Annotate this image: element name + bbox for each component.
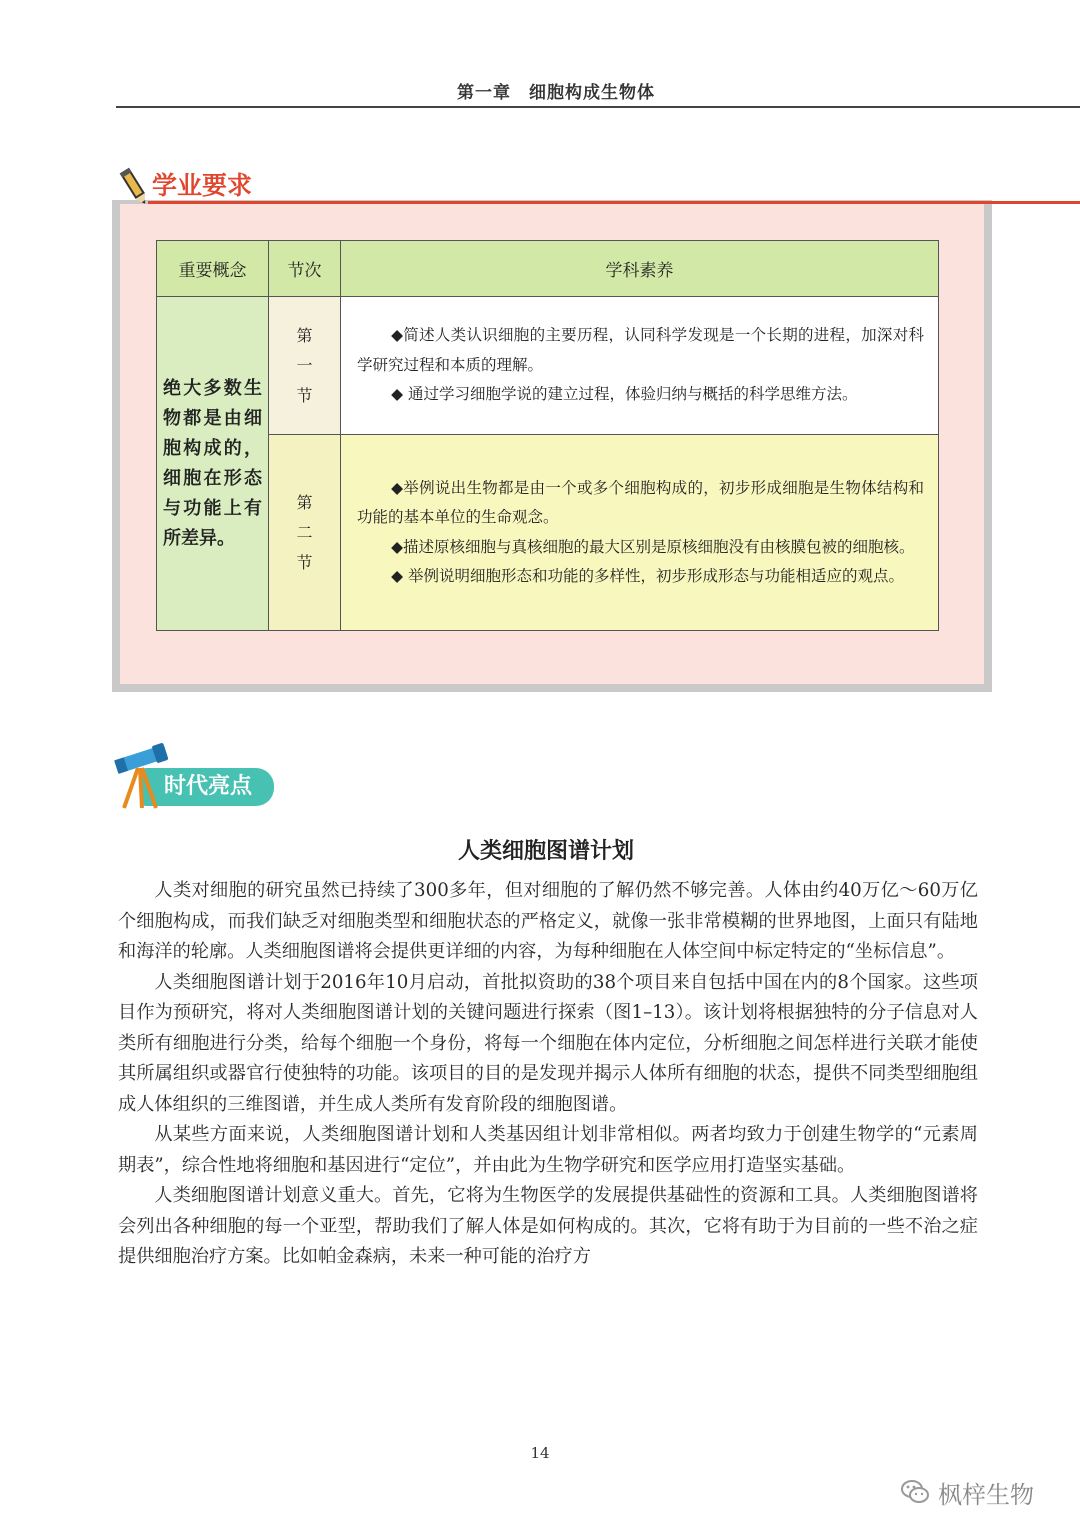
literacy-item: ◆ 通过学习细胞学说的建立过程，体验归纳与概括的科学思维方法。 (391, 385, 858, 404)
pencil-icon (116, 166, 152, 208)
requirements-title: 学业要求 (152, 171, 253, 200)
concept-cell: 绝大多数生物都是由细胞构成的，细胞在形态与功能上有所差异。 (157, 297, 269, 631)
section-2-char: 二 (296, 522, 313, 542)
article-paragraph: 人类对细胞的研究虽然已持续了300多年，但对细胞的了解仍然不够完善。人体由约40万亿～60万亿个细胞构成，而我们缺乏对细胞类型和细胞状态的严格定义，就像一张非常模糊的世界地图，上面只有陆地和海洋的轮廓。人类细胞图谱将会提供更详细的内容，为每种细胞在人体空间中标定特定的“坐标信息”。 (118, 880, 978, 962)
section-1-char: 第 (296, 325, 313, 345)
table-row (157, 435, 939, 631)
section-1-cell (269, 297, 341, 435)
highlight-badge: 时代亮点 (142, 768, 274, 806)
table-row (157, 297, 939, 435)
section-2-literacy (341, 435, 939, 631)
article-body (118, 876, 978, 1273)
literacy-item: ◆描述原核细胞与真核细胞的最大区别是原核细胞没有由核膜包被的细胞核。 (391, 537, 915, 556)
section-1-char: 节 (296, 385, 313, 405)
header-concept: 重要概念 (157, 241, 269, 297)
wechat-icon (900, 1478, 930, 1506)
requirements-underline (148, 201, 1080, 204)
literacy-item: ◆ 举例说明细胞形态和功能的多样性，初步形成形态与功能相适应的观点。 (391, 567, 904, 585)
article-title: 人类细胞图谱计划 (457, 839, 634, 864)
chapter-title: 第一章 细胞构成生物体 (457, 83, 655, 103)
watermark-text: 枫梓生物 (938, 1480, 1034, 1509)
telescope-icon (112, 742, 172, 810)
table-header-row (157, 241, 939, 297)
requirements-table (156, 240, 939, 631)
header-section: 节次 (269, 241, 341, 297)
chapter-header (116, 72, 1080, 108)
requirements-heading (112, 160, 992, 204)
section-2-cell (269, 435, 341, 631)
article-paragraph: 人类细胞图谱计划意义重大。首先，它将为生物医学的发展提供基础性的资源和工具。人类细胞图谱将会列出各种细胞的每一个亚型，帮助我们了解人体是如何构成的。其次，它将有助于为目前的一些不治之症提供细胞治疗方案。比如帕金森病，未来一种可能的治疗方 (118, 1185, 978, 1267)
article-paragraph: 人类细胞图谱计划于2016年10月启动，首批拟资助的38个项目来自包括中国在内的8个国家。这些项目作为预研究，将对人类细胞图谱计划的关键问题进行探索（图1–13）。该计划将根据独特的分子信息对人类所有细胞进行分类，给每个细胞一个身份，将每一个细胞在体内定位，分析细胞之间怎样进行关联才能使其所属组织或器官行使独特的功能。该项目的目的是发现并揭示人体所有细胞的状态，提供不同类型细胞组成人体组织的三维图谱，并生成人类所有发育阶段的细胞图谱。 (118, 971, 978, 1115)
literacy-item: ◆简述人类认识细胞的主要历程，认同科学发现是一个长期的进程，加深对科学研究过程和本质的理解。 (357, 326, 924, 374)
article-paragraph: 从某些方面来说，人类细胞图谱计划和人类基因组计划非常相似。两者均致力于创建生物学的“元素周期表”，综合性地将细胞和基因进行“定位”，并由此为生物学研究和医学应用打造坚实基础。 (118, 1124, 978, 1176)
watermark (900, 1472, 1034, 1512)
header-literacy: 学科素养 (341, 241, 939, 297)
section-2-char: 节 (296, 552, 313, 572)
highlight-heading (112, 742, 282, 812)
section-1-literacy (341, 297, 939, 435)
section-1-char: 一 (296, 355, 313, 375)
page-number: 14 (530, 1444, 550, 1462)
section-2-char: 第 (296, 492, 313, 512)
literacy-item: ◆举例说出生物都是由一个或多个细胞构成的，初步形成细胞是生物体结构和功能的基本单位的生命观念。 (357, 478, 924, 526)
